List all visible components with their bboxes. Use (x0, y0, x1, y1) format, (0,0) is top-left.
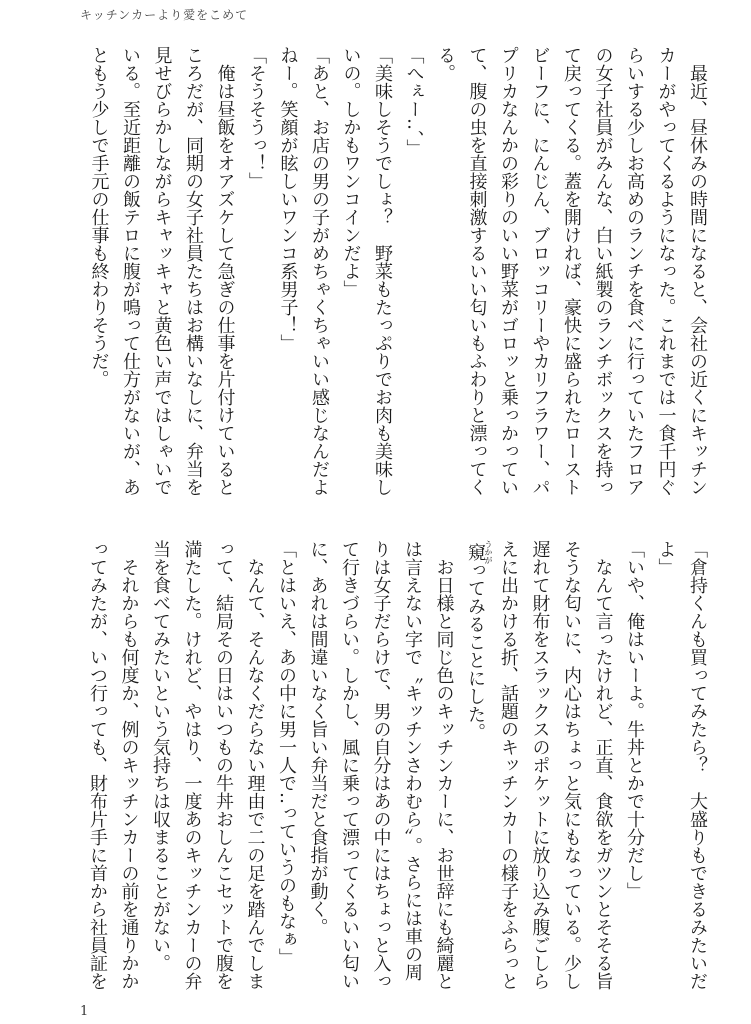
text-line: 「美味しそうでしょ？ 野菜もたっぷりでお肉も美味し (372, 46, 393, 496)
text-line: 「あと、お店の男の子がめちゃくちゃいい感じなんだよ (309, 46, 330, 496)
text-line: プリカなんかの彩りのいい野菜がゴロッと乗っかってい (498, 46, 519, 496)
text-line: る。 (435, 46, 456, 82)
text-line: の女子社員がみんな、白い紙製のランチボックスを持っ (592, 46, 614, 496)
ruby-annotation (465, 540, 493, 564)
text-line: 「倉持くんも買ってみたら？ 大盛りもできるみたいだ (687, 540, 708, 990)
text-block-upper (83, 46, 713, 501)
text-line: 「とはいえ、あの中に男一人で‥っていうのもなぁ」 (276, 540, 297, 967)
running-header: キッチンカーより愛をこめて (80, 8, 249, 22)
text-line: カーがやってくるようになった。これまでは一食千円ぐ (655, 46, 677, 496)
text-line: りは女子だらけで、男の自分はあの中にはちょっと入っ (370, 540, 392, 990)
text-line: は言えない字で〝キッチンさわむら〟。さらには車の周 (402, 540, 423, 981)
text-line: そうな匂いに、内心はちょっと気にもなっている。少し (561, 540, 582, 990)
text-line: 「いや、俺はいーよ。牛丼とかで十分だし」 (624, 540, 645, 900)
text-line: いの。しかもワンコインだよ」 (340, 46, 362, 298)
text-line: ねー。笑顔が眩しいワンコ系男子！」 (277, 46, 299, 352)
text-line: 満たした。けれど、やはり、一度あのキッチンカーの弁 (181, 540, 203, 990)
ruby-reading: うかが (484, 540, 493, 564)
ruby-base: 窺 (465, 540, 486, 564)
text-line: って、結局その日はいつもの牛丼おしんこセットで腹を (213, 540, 234, 990)
text-line: ともう少しで手元の仕事も終わりそうだ。 (88, 46, 110, 388)
text-line: て戻ってくる。蓋を開ければ、豪快に盛られたロースト (561, 46, 582, 496)
text-line: 「へぇー‥、」 (403, 46, 425, 158)
text-line: て行きづらい。しかし、風に乗って漂ってくるいい匂い (339, 540, 360, 990)
text-line: えに出かける折、話題のキッチンカーの様子をふらっと (498, 540, 519, 990)
text-line: ビーフに、にんじん、ブロッコリーやカリフラワー、パ (529, 46, 551, 496)
text-line: 遅れて財布をスラックスのポケットに放り込み腹ごしら (529, 540, 551, 990)
text-line: 見せびらかしながらキャッキャと黄色い声ではしゃいで (151, 46, 173, 496)
text-line: 最近、昼休みの時間になると、会社の近くにキッチン (687, 46, 708, 496)
text-line: 当を食べてみたいという気持ちは収まることがない。 (150, 540, 171, 972)
text-line: いる。至近距離の飯テロに腹が鳴って仕方がないが、あ (120, 46, 141, 496)
text-line: らいする少しお高めのランチを食べに行っていたフロア (624, 46, 645, 496)
text-line: なんて言ったけれど、正直、食欲をガツンとそそる旨 (592, 540, 614, 990)
text-line-rest: ってみることにした。 (465, 561, 486, 741)
page-number: 1 (80, 1004, 89, 1019)
text-line: て、腹の虫を直接刺激するいい匂いもふわりと漂ってく (466, 46, 488, 496)
text-line: それからも何度か、例のキッチンカーの前を通りかか (118, 540, 140, 990)
text-line: ってみたが、いつ行っても、財布片手に首から社員証を (87, 540, 108, 990)
text-line: なんて、そんなくだらない理由で二の足を踏んでしま (244, 540, 266, 990)
text-line (460, 540, 493, 995)
text-line: よ」 (655, 540, 677, 576)
text-block-lower (82, 540, 714, 995)
text-line: お日様と同じ色のキッチンカーに、お世辞にも綺麗と (433, 540, 455, 990)
text-line: ころだが、同期の女子社員たちはお構いなしに、弁当を (183, 46, 204, 496)
text-line: 俺は昼飯をオアズケして急ぎの仕事を片付けていると (214, 46, 236, 496)
text-line: 「そうそうっ！」 (246, 46, 267, 190)
text-line: に、あれは間違いなく旨い弁当だと食指が動く。 (307, 540, 329, 936)
